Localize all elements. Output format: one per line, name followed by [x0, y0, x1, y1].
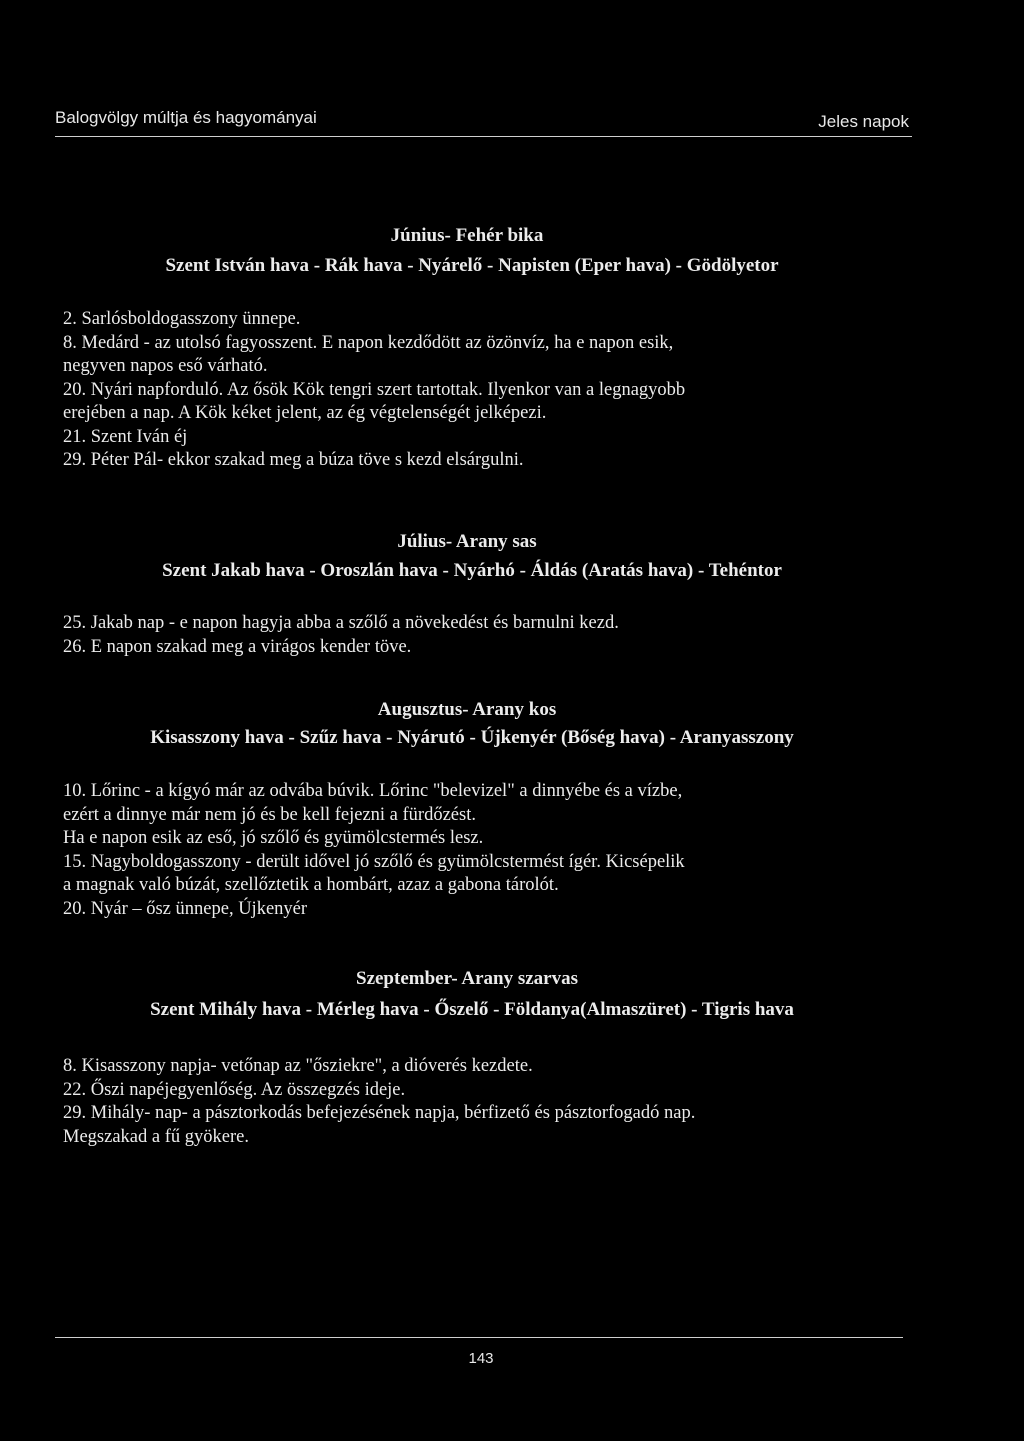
entry-line: 29. Mihály- nap- a pásztorkodás befejezésének napja, bérfizető és pásztorfogadó nap. — [63, 1103, 696, 1123]
entry-line: Ha e napon esik az eső, jó szőlő és gyümölcstermés lesz. — [63, 828, 484, 848]
header-divider — [55, 136, 912, 137]
month-alt-names: Szent Mihály hava - Mérleg hava - Őszelő - Földanya(Almaszüret) - Tigris hava — [150, 999, 794, 1020]
entry-line: 8. Kisasszony napja- vetőnap az "ősziekre", a dióverés kezdete. — [63, 1056, 533, 1076]
month-heading: Július- Arany sas — [397, 531, 537, 552]
entry-line: 10. Lőrinc - a kígyó már az odvába búvik. Lőrinc "belevizel" a dinnyébe és a vízbe, — [63, 781, 683, 801]
book-title: Balogvölgy múltja és hagyományai — [55, 108, 317, 127]
entry-line: ezért a dinnye már nem jó és be kell fejezni a fürdőzést. — [63, 804, 476, 825]
footer-divider — [55, 1337, 903, 1338]
month-entries — [63, 780, 903, 921]
entry-line: Megszakad a fű gyökere. — [63, 1126, 249, 1147]
entry-line: 29. Péter Pál- ekkor szakad meg a búza töve s kezd elsárgulni. — [63, 450, 524, 470]
month-heading: Augusztus- Arany kos — [377, 699, 557, 720]
entry-line: 22. Őszi napéjegyenlőség. Az összegzés ideje. — [63, 1079, 406, 1100]
page-number: 143 — [468, 1350, 494, 1367]
month-alt-names: Szent István hava - Rák hava - Nyárelő - Napisten (Eper hava) - Gödölyetor — [165, 255, 779, 276]
entry-line: 2. Sarlósboldogasszony ünnepe. — [63, 309, 301, 329]
month-alt-names: Kisasszony hava - Szűz hava - Nyárutó - Újkenyér (Bőség hava) - Aranyasszony — [150, 727, 794, 748]
entry-line: 21. Szent Iván éj — [63, 426, 188, 447]
month-heading: Június- Fehér bika — [390, 225, 544, 246]
entry-line: negyven napos eső várható. — [63, 356, 268, 376]
month-heading: Szeptember- Arany szarvas — [356, 968, 578, 989]
month-entries — [63, 308, 903, 473]
entry-line: a magnak való búzát, szellőztetik a hombárt, azaz a gabona tárolót. — [63, 875, 559, 895]
entry-line: 8. Medárd - az utolsó fagyosszent. E napon kezdődött az özönvíz, ha e napon esik, — [63, 332, 674, 353]
month-entries — [63, 1055, 903, 1149]
entry-line: 20. Nyári napforduló. Az ősök Kök tengri szert tartottak. Ilyenkor van a legnagyobb — [63, 379, 686, 400]
entry-line: 25. Jakab nap - e napon hagyja abba a szőlő a növekedést és barnulni kezd. — [63, 613, 619, 633]
month-alt-names: Szent Jakab hava - Oroszlán hava - Nyárhó - Áldás (Aratás hava) - Tehéntor — [162, 560, 782, 581]
chapter-title: Jeles napok — [818, 112, 909, 131]
month-entries — [63, 612, 903, 659]
entry-line: 15. Nagyboldogasszony - derült idővel jó szőlő és gyümölcstermést ígér. Kicsépelik — [63, 851, 685, 872]
entry-line: 20. Nyár – ősz ünnepe, Újkenyér — [63, 898, 308, 919]
entry-line: 26. E napon szakad meg a virágos kender töve. — [63, 636, 412, 657]
entry-line: erejében a nap. A Kök kéket jelent, az ég végtelenségét jelképezi. — [63, 403, 547, 423]
